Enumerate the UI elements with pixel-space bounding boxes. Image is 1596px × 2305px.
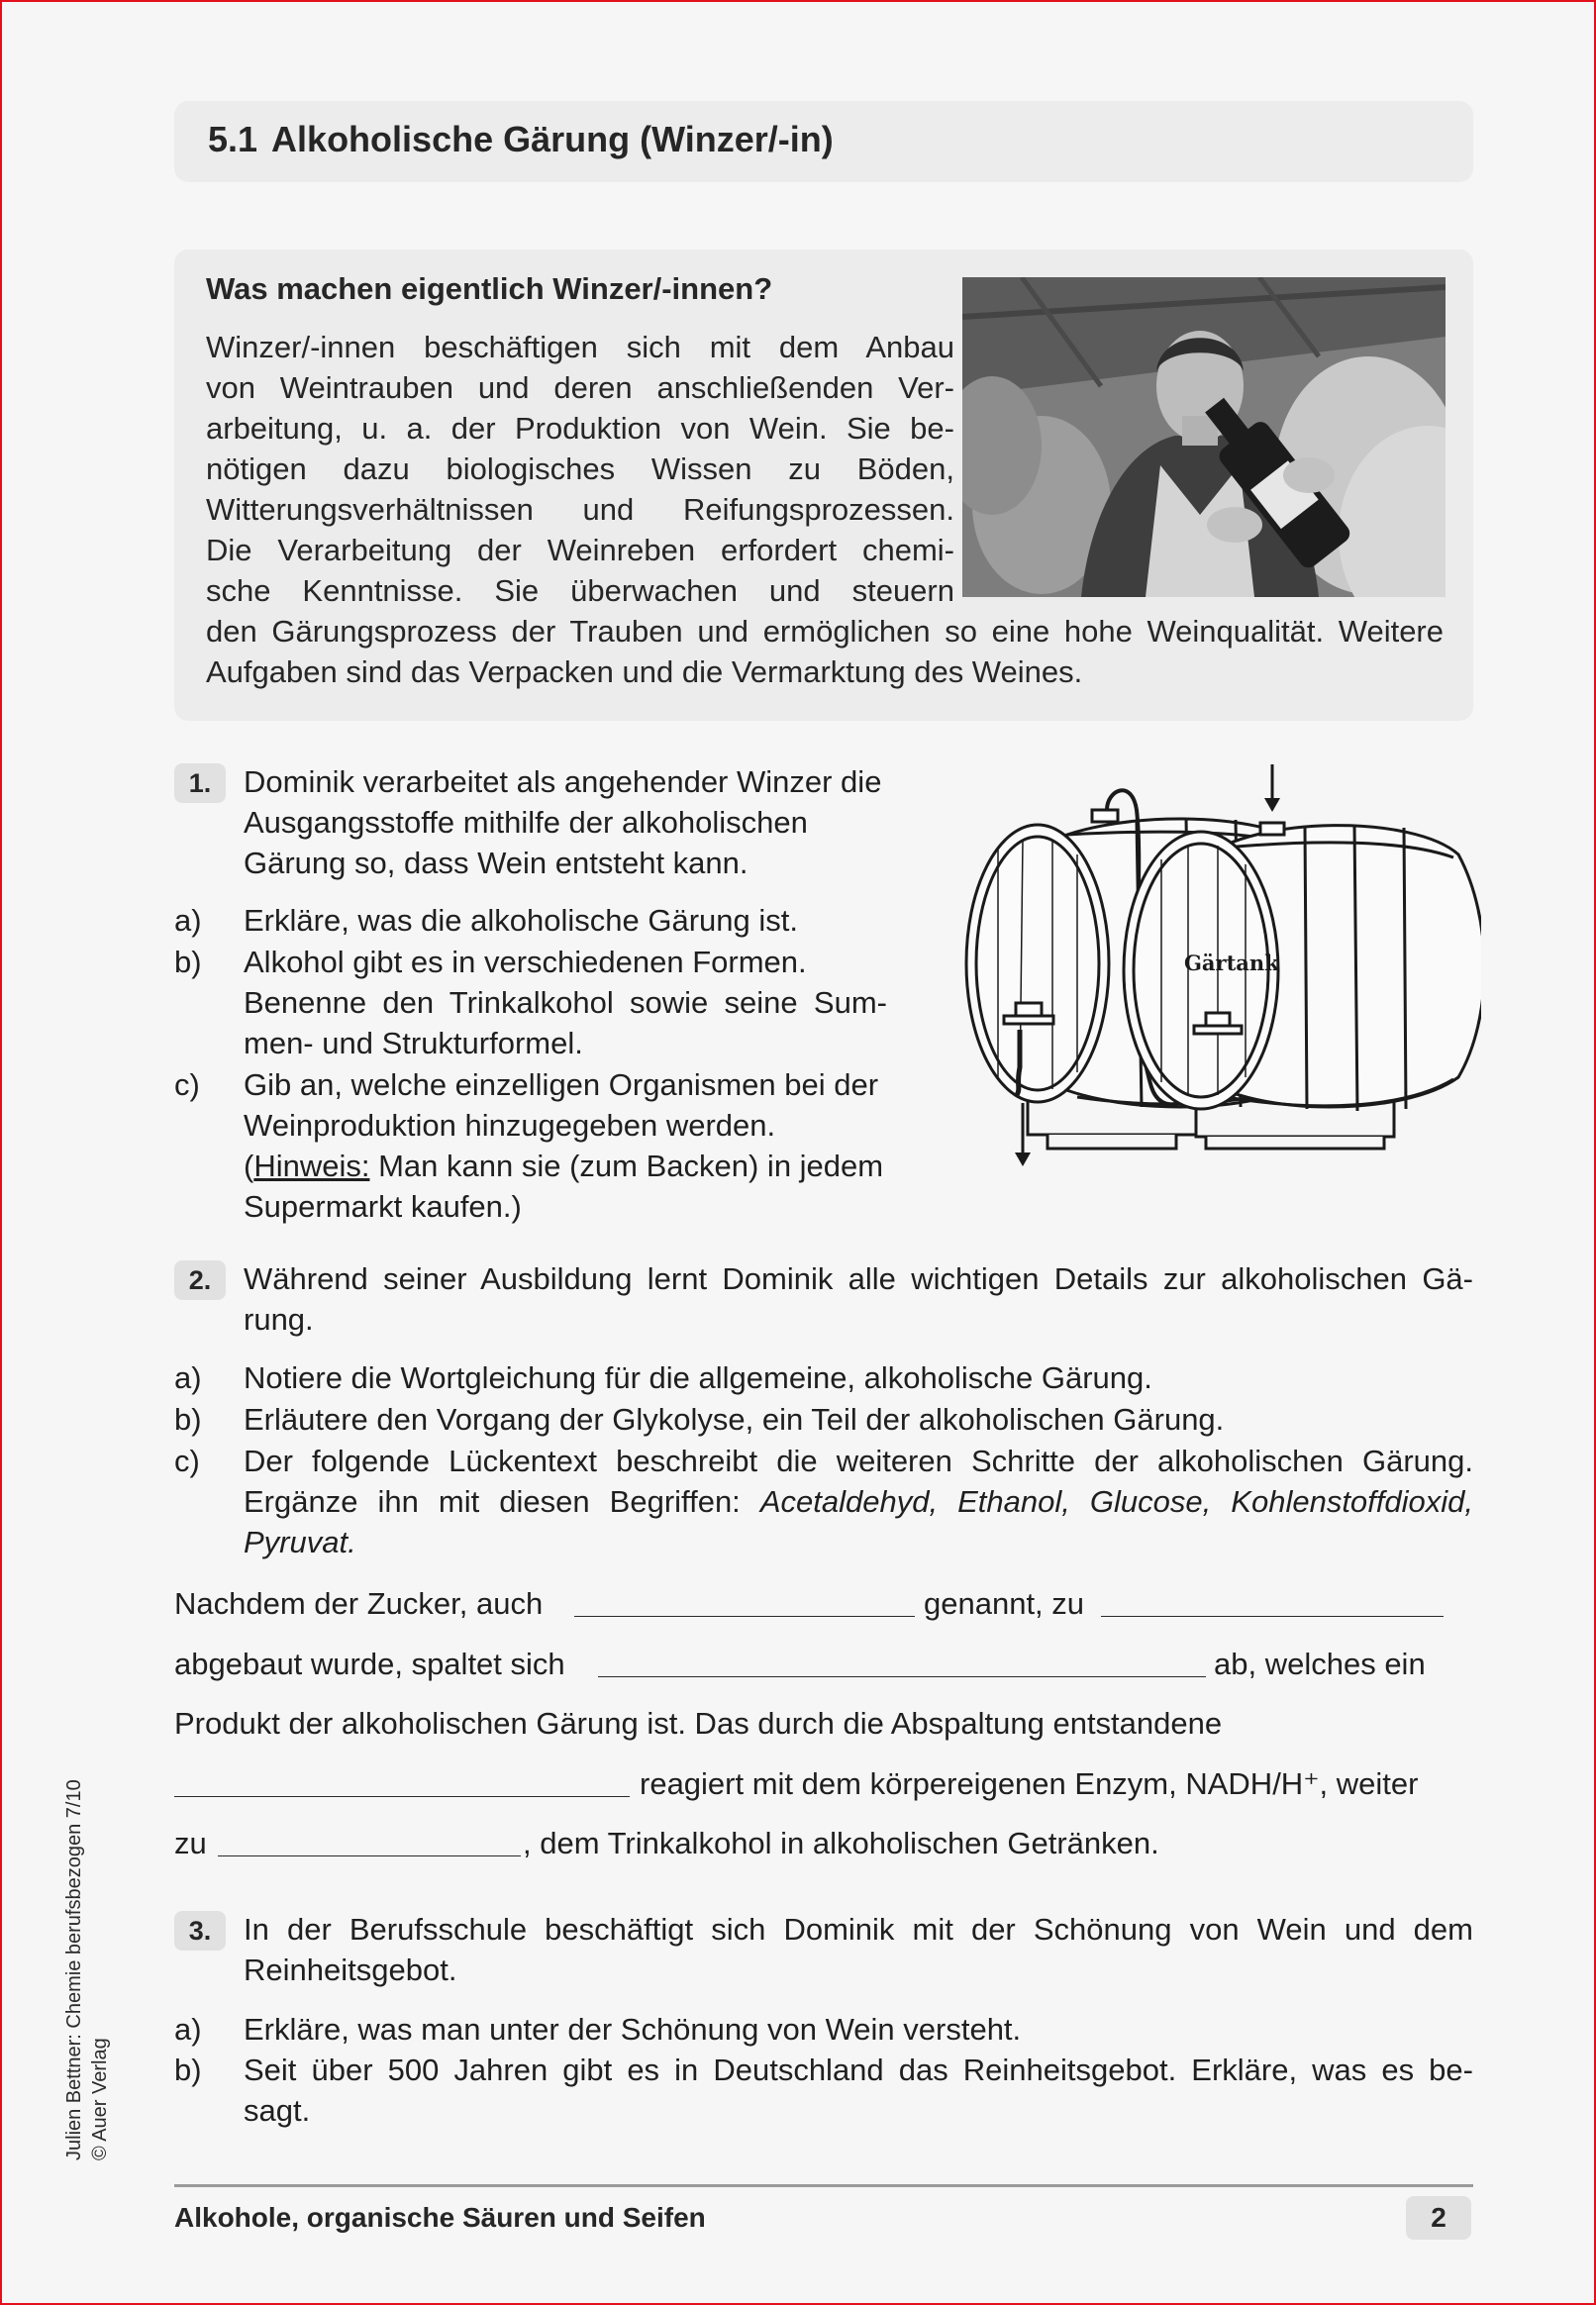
intro-line: Winzer/-innen beschäftigen sich mit dem Anbau: [206, 330, 954, 364]
cloze-text: , dem Trinkalkohol in alkoholischen Getränken.: [523, 1826, 1159, 1860]
task-1a-text: Erkläre, was die alkoholische Gärung ist.: [244, 903, 798, 938]
task-1c-text: Gib an, welche einzelligen Organismen bei der: [244, 1067, 879, 1102]
cloze-text: Produkt der alkoholischen Gärung ist. Das durch die Abspaltung entstandene: [174, 1706, 1223, 1741]
intro-line: arbeitung, u. a. der Produktion von Wein. Sie be-: [206, 411, 954, 446]
task-1b-text: Benenne den Trinkalkohol sowie seine Sum-: [244, 985, 887, 1020]
cloze-gap-4[interactable]: [174, 1796, 630, 1797]
task-2c-text: Der folgende Lückentext beschreibt die weiteren Schritte der alkoholischen Gärung.: [244, 1444, 1473, 1478]
winemaker-photo-illustration: [962, 277, 1446, 597]
intro-line: nötigen dazu biologisches Wissen zu Böden,: [206, 451, 954, 486]
intro-line: von Weintrauben und deren anschließenden Ver-: [206, 370, 954, 405]
task-3a-label: a): [174, 2012, 202, 2047]
task-1-text: Gärung so, dass Wein entsteht kann.: [244, 846, 748, 880]
task-2-text: Während seiner Ausbildung lernt Dominik alle wichtigen Details zur alkoholischen Gä-: [244, 1261, 1473, 1296]
task-1c-hint: Supermarkt kaufen.): [244, 1189, 522, 1224]
task-3-badge: 3.: [174, 1911, 226, 1951]
title-box: [174, 101, 1473, 182]
task-3b-label: b): [174, 2053, 202, 2087]
intro-line: Witterungsverhältnissen und Reifungsprozessen.: [206, 492, 954, 527]
cloze-text: Nachdem der Zucker, auch: [174, 1586, 544, 1621]
task-1b-text: Alkohol gibt es in verschiedenen Formen.: [244, 945, 807, 979]
cloze-text: abgebaut wurde, spaltet sich: [174, 1647, 565, 1681]
task-1-badge: 1.: [174, 763, 226, 803]
footer-divider: [174, 2184, 1473, 2187]
barrel-label: Gärtank: [1184, 951, 1279, 975]
barrels-drawing: [958, 760, 1481, 1176]
task-2c-terms: Acetaldehyd, Ethanol, Glucose, Kohlenstoffdioxid,: [759, 1484, 1474, 1519]
intro-line: Aufgaben sind das Verpacken und die Vermarktung des Weines.: [206, 654, 1083, 689]
task-1a-label: a): [174, 903, 202, 938]
intro-heading: Was machen eigentlich Winzer/-innen?: [206, 271, 773, 306]
intro-box: [174, 250, 1473, 721]
task-2a-label: a): [174, 1360, 202, 1395]
cloze-gap-1[interactable]: [574, 1616, 915, 1617]
task-1c-label: c): [174, 1067, 200, 1102]
winemaker-photo: [962, 277, 1446, 597]
cloze-text: genannt, zu: [924, 1586, 1085, 1621]
task-3b-text: Seit über 500 Jahren gibt es in Deutschland das Reinheitsgebot. Erkläre, was es be-: [244, 2053, 1473, 2087]
footer-title: Alkohole, organische Säuren und Seifen: [174, 2202, 706, 2233]
cloze-gap-5[interactable]: [218, 1855, 521, 1856]
cloze-text: zu: [174, 1826, 207, 1860]
hint-text: Man kann sie (zum Backen) in jedem: [369, 1149, 884, 1183]
task-2b-text: Erläutere den Vorgang der Glykolyse, ein Teil der alkoholischen Gärung.: [244, 1402, 1225, 1437]
hint-label: Hinweis:: [253, 1149, 370, 1183]
task-1-text: Ausgangsstoffe mithilfe der alkoholischen: [244, 805, 808, 840]
task-2-text: rung.: [244, 1302, 314, 1337]
task-2c-terms-line: [244, 1482, 1473, 1522]
credit-author: Julien Bettner: Chemie berufsbezogen 7/10: [63, 1779, 85, 2160]
cloze-gap-2[interactable]: [1101, 1616, 1444, 1617]
intro-line: Die Verarbeitung der Weinreben erfordert chemi-: [206, 533, 954, 567]
task-2-badge: 2.: [174, 1260, 226, 1300]
intro-line: den Gärungsprozess der Trauben und ermöglichen so eine hohe Weinqualität. Weitere: [206, 614, 1444, 649]
fermentation-barrels-illustration: [958, 760, 1481, 1176]
task-1b-text: men- und Strukturformel.: [244, 1026, 583, 1060]
page-title: [208, 119, 834, 160]
cloze-text: reagiert mit dem körpereigenen Enzym, NADH/H⁺, weiter: [640, 1766, 1419, 1801]
task-2c-label: c): [174, 1444, 200, 1478]
task-2a-text: Notiere die Wortgleichung für die allgemeine, alkoholische Gärung.: [244, 1360, 1152, 1395]
cloze-gap-3[interactable]: [598, 1676, 1206, 1677]
section-number: 5.1: [208, 119, 258, 159]
cloze-text: ab, welches ein: [1214, 1647, 1426, 1681]
task-2b-label: b): [174, 1402, 202, 1437]
task-3b-text: sagt.: [244, 2093, 311, 2128]
task-1b-label: b): [174, 945, 202, 979]
task-3-text: In der Berufsschule beschäftigt sich Dominik mit der Schönung von Wein und dem: [244, 1912, 1473, 1947]
task-2c-instruction: Ergänze ihn mit diesen Begriffen:: [244, 1484, 760, 1519]
task-2c-terms-end: Pyruvat.: [244, 1525, 356, 1559]
task-1c-hint: (Hinweis: Man kann sie (zum Backen) in jedem: [244, 1149, 884, 1183]
page-number: 2: [1406, 2196, 1471, 2240]
task-3a-text: Erkläre, was man unter der Schönung von Wein versteht.: [244, 2012, 1022, 2047]
task-3-text: Reinheitsgebot.: [244, 1953, 457, 1987]
credit-publisher: © Auer Verlag: [89, 2038, 111, 2160]
publisher-credit: [61, 1779, 113, 2160]
intro-line: sche Kenntnisse. Sie überwachen und steuern: [206, 573, 954, 608]
task-1c-text: Weinproduktion hinzugegeben werden.: [244, 1108, 776, 1143]
task-1-text: Dominik verarbeitet als angehender Winzer die: [244, 764, 882, 799]
section-title: Alkoholische Gärung (Winzer/-in): [271, 119, 834, 159]
